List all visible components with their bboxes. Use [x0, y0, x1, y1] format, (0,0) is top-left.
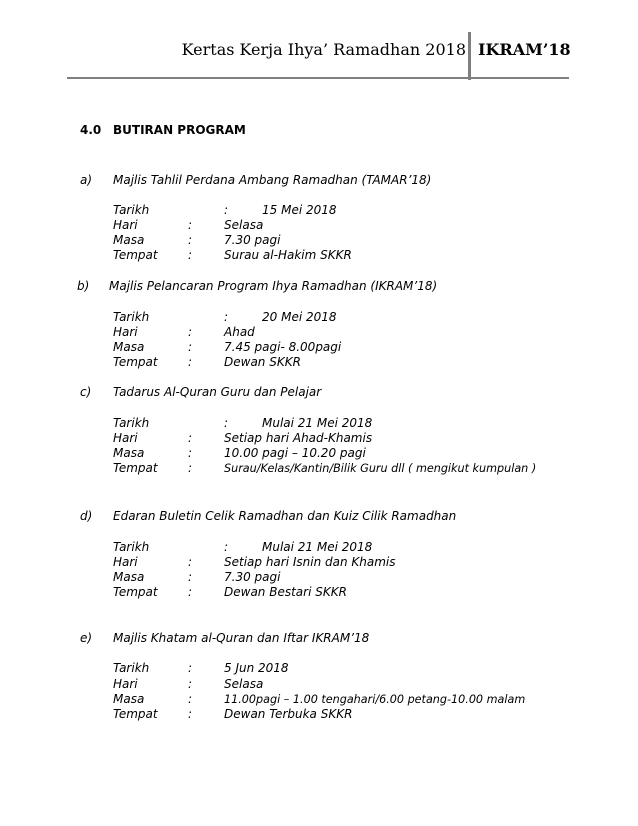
document-brand: IKRAM’18 — [478, 40, 571, 59]
program-marker: e) — [80, 631, 93, 645]
detail-value-tempat: Dewan Terbuka SKKR — [224, 707, 353, 721]
detail-value-tempat: Surau al-Hakim SKKR — [224, 248, 352, 262]
section-number: 4.0 — [80, 123, 102, 137]
detail-label-masa: Masa — [113, 692, 145, 706]
detail-value-hari: Selasa — [224, 218, 264, 232]
detail-label-masa: Masa — [113, 446, 145, 460]
detail-value-tarikh: 20 Mei 2018 — [262, 310, 337, 324]
program-marker: c) — [80, 385, 92, 399]
detail-value-hari: Setiap hari Isnin dan Khamis — [224, 555, 396, 569]
detail-label-tarikh: Tarikh — [113, 203, 150, 217]
detail-colon: : — [188, 585, 193, 599]
document-title: Kertas Kerja Ihya’ Ramadhan 2018 — [181, 40, 466, 59]
detail-colon: : — [188, 431, 193, 445]
program-title: Tadarus Al-Quran Guru dan Pelajar — [113, 385, 322, 399]
detail-value-tarikh: 5 Jun 2018 — [224, 661, 289, 675]
detail-value-tarikh: 15 Mei 2018 — [262, 203, 337, 217]
detail-label-tempat: Tempat — [113, 707, 158, 721]
detail-value-tempat: Surau/Kelas/Kantin/Bilik Guru dll ( mengikut kumpulan ) — [224, 462, 537, 475]
program-marker: d) — [80, 509, 93, 523]
detail-colon: : — [188, 233, 193, 247]
detail-colon: : — [224, 310, 229, 324]
detail-label-hari: Hari — [113, 555, 138, 569]
detail-value-hari: Selasa — [224, 677, 264, 691]
detail-value-masa: 11.00pagi – 1.00 tengahari/6.00 petang-10.00 malam — [224, 693, 526, 706]
detail-label-hari: Hari — [113, 677, 138, 691]
detail-label-masa: Masa — [113, 340, 145, 354]
detail-label-tempat: Tempat — [113, 248, 158, 262]
detail-label-hari: Hari — [113, 431, 138, 445]
detail-colon: : — [188, 325, 193, 339]
detail-value-tempat: Dewan Bestari SKKR — [224, 585, 347, 599]
detail-label-tarikh: Tarikh — [113, 540, 150, 554]
detail-label-tarikh: Tarikh — [113, 661, 150, 675]
detail-colon: : — [188, 461, 193, 475]
program-marker: b) — [77, 279, 90, 293]
detail-label-hari: Hari — [113, 218, 138, 232]
detail-colon: : — [224, 416, 229, 430]
program-title: Edaran Buletin Celik Ramadhan dan Kuiz Cilik Ramadhan — [113, 509, 457, 523]
detail-value-tempat: Dewan SKKR — [224, 355, 301, 369]
detail-colon: : — [188, 248, 193, 262]
detail-colon: : — [224, 540, 229, 554]
program-title: Majlis Pelancaran Program Ihya Ramadhan (IKRAM’18) — [109, 279, 438, 293]
detail-colon: : — [188, 692, 193, 706]
detail-label-tarikh: Tarikh — [113, 310, 150, 324]
detail-value-masa: 7.30 pagi — [224, 570, 281, 584]
detail-label-hari: Hari — [113, 325, 138, 339]
detail-value-tarikh: Mulai 21 Mei 2018 — [262, 416, 373, 430]
detail-value-masa: 10.00 pagi – 10.20 pagi — [224, 446, 366, 460]
detail-colon: : — [188, 677, 193, 691]
detail-colon: : — [188, 218, 193, 232]
detail-value-masa: 7.45 pagi- 8.00pagi — [224, 340, 342, 354]
detail-colon: : — [188, 340, 193, 354]
detail-label-tempat: Tempat — [113, 355, 158, 369]
header-rule — [67, 77, 569, 79]
detail-label-tempat: Tempat — [113, 461, 158, 475]
detail-colon: : — [188, 707, 193, 721]
detail-value-tarikh: Mulai 21 Mei 2018 — [262, 540, 373, 554]
program-title: Majlis Tahlil Perdana Ambang Ramadhan (TAMAR’18) — [113, 173, 432, 187]
detail-colon: : — [188, 446, 193, 460]
program-title: Majlis Khatam al-Quran dan Iftar IKRAM’18 — [113, 631, 370, 645]
detail-value-hari: Setiap hari Ahad-Khamis — [224, 431, 373, 445]
detail-value-masa: 7.30 pagi — [224, 233, 281, 247]
detail-colon: : — [188, 355, 193, 369]
detail-value-hari: Ahad — [224, 325, 255, 339]
section-title: BUTIRAN PROGRAM — [113, 123, 246, 137]
header-divider — [468, 32, 471, 80]
detail-label-masa: Masa — [113, 233, 145, 247]
detail-label-masa: Masa — [113, 570, 145, 584]
detail-colon: : — [188, 555, 193, 569]
detail-colon: : — [188, 570, 193, 584]
detail-colon: : — [224, 203, 229, 217]
detail-label-tempat: Tempat — [113, 585, 158, 599]
detail-label-tarikh: Tarikh — [113, 416, 150, 430]
program-marker: a) — [80, 173, 93, 187]
detail-colon: : — [188, 661, 193, 675]
